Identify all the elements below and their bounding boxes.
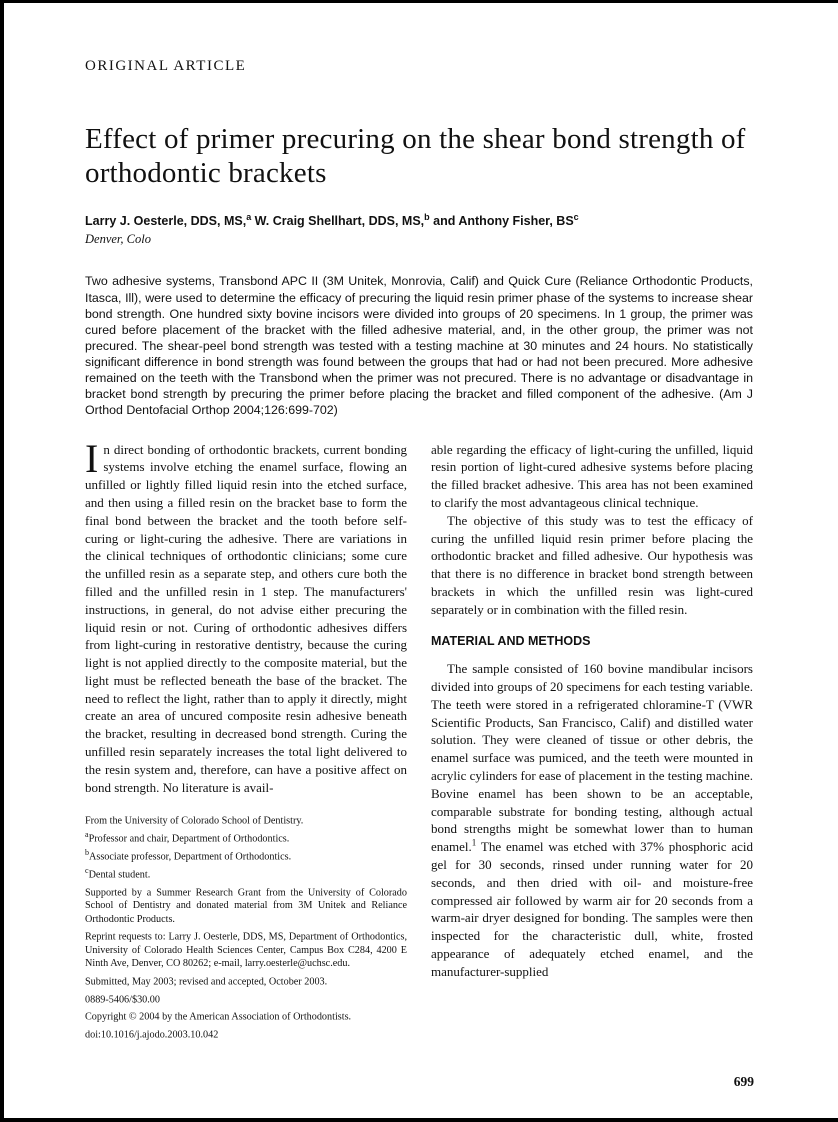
body-paragraph xyxy=(431,660,753,980)
footnote-line xyxy=(85,1006,407,1024)
article-title: Effect of primer precuring on the shear bond strength of orthodontic brackets xyxy=(85,123,746,189)
abstract: Two adhesive systems, Transbond APC II (3M Unitek, Monrovia, Calif) and Quick Cure (Reliance Orthodontic Products, Itasca, Ill), were used to determine the efficacy of precuring the liquid resin primer phase of the systems to increase shear bond strength. One hundred sixty bovine incisors were divided into groups of 20 specimens. In 1 group, the primer was cured before placement of the bracket with the filled adhesive material, and, in the other group, the primer was not precured. The shear-peel bond strength was tested with a testing machine at 30 minutes and 24 hours. No statistically significant difference in bond strength was found between the groups that had or had not been precured. More adhesive remained on the teeth with the Transbond when the primer was not precured. There is no advantage or disadvantage in bracket bond strength by precuring the primer before placing the bracket and filled component of the adhesive. (Am J Orthod Dentofacial Orthop 2004;126:699-702) xyxy=(85,274,753,418)
footnote-line xyxy=(85,828,407,846)
scan-edge-bottom xyxy=(0,1118,838,1122)
reference-superscript: 1 xyxy=(471,837,477,848)
footnote-sup: c xyxy=(85,865,89,875)
footnote-text: Submitted, May 2003; revised and accepted, October 2003. xyxy=(85,976,328,988)
author-affiliation-sup-1: a xyxy=(246,212,252,223)
author-name-1: Larry J. Oesterle, DDS, MS, xyxy=(85,214,247,229)
scan-edge-top xyxy=(0,0,838,3)
page-content xyxy=(85,58,753,1042)
footnote-line xyxy=(85,926,407,971)
footnote-text: Reprint requests to: Larry J. Oesterle, DDS, MS, Department of Orthodontics, University of Colorado Health Sciences Center, Campus Box C284, 4200 E Ninth Ave, Denver, CO 80262; e-mail, larry.oesterle@uchsc.edu. xyxy=(85,931,407,970)
author-location: Denver, Colo xyxy=(85,232,151,247)
body-paragraph: able regarding the efficacy of light-curing the unfilled, liquid resin portion of light-cured adhesive systems before placing the filled bracket adhesive. This area has not been examined to clarify the most advantageous clinical technique. xyxy=(431,441,753,510)
paragraph-text: The sample consisted of 160 bovine mandibular incisors divided into groups of 20 specimens for each testing variable. The teeth were stored in a refrigerated chloramine-T (VWR Scientific Products, San Francisco, Calif) and distilled water solution. They were cleaned of tissue or other debris, the enamel surface was pumiced, and the teeth were mounted in acrylic cylinders for ease of placement in the testing machine. Bovine enamel has been shown to be an acceptable, comparable substrate for bonding testing, although actual bond strengths might be somewhat lower than to human enamel. xyxy=(431,661,753,855)
paragraph-text: The enamel was etched with 37% phosphoric acid gel for 30 seconds, rinsed under running water for 20 seconds, and then dried with oil- and moisture-free compressed air followed by warm air for 20 seconds from a warm-air dryer designed for bonding. The samples were then inspected for the characteristic dull, white, frosted appearance of adequately etched enamel, and the manufacturer-supplied xyxy=(431,839,753,979)
right-column xyxy=(431,441,753,1043)
footnote-text: Copyright © 2004 by the American Association of Orthodontists. xyxy=(85,1011,352,1023)
footnote-line xyxy=(85,864,407,882)
left-column xyxy=(85,435,407,1043)
section-heading-material-and-methods: MATERIAL AND METHODS xyxy=(431,633,591,648)
footnote-text: Professor and chair, Department of Orthodontics. xyxy=(88,833,290,845)
author-affiliation-sup-2: b xyxy=(424,212,430,223)
footnote-line xyxy=(85,882,407,927)
footnote-line xyxy=(85,971,407,989)
page-number: 699 xyxy=(733,1074,754,1089)
intro-paragraph-text: n direct bonding of orthodontic brackets, current bonding systems involve etching the enamel surface, flowing an unfilled or lightly filled liquid resin into the etched surface, and then using a filled resin on the bracket base to form the final bond between the bracket and the tooth before self-curing or light-curing the adhesive. There are variations in the clinical techniques of orthodontic clinicians; some cure the unfilled resin as a separate step, and others cure both the filled and the unfilled resin in 1 step. The manufacturers' instructions, in general, do not advise either precuring the liquid resin or not. Curing of orthodontic adhesives differs from light-curing in restorative dentistry, because the curing light is not applied directly to the composite material, but the light must be reflected beneath the base of the bracket. The need to reflect the light, rather than to apply it directly, might create an area of uncured composite resin adhesive beneath the bracket, resulting in decreased bond strength. Curing the unfilled resin separately increases the total light delivered to the resin system and, therefore, can have a positive affect on bond strength. No literature is avail- xyxy=(85,441,407,795)
footnote-sup: b xyxy=(85,848,89,858)
footnote-line xyxy=(85,846,407,864)
drop-cap: I xyxy=(85,435,99,481)
footnote-line xyxy=(85,1024,407,1042)
footnote-text: Dental student. xyxy=(88,869,151,881)
body-paragraph: The objective of this study was to test the efficacy of curing the unfilled liquid resin primer before placing the orthodontic bracket and filled adhesive. Our hypothesis was that there is no difference in bracket bond strength between brackets in which the unfilled resin was light-cured separately or in combination with the filled resin. xyxy=(431,512,753,617)
scan-edge-left xyxy=(0,0,4,1122)
footnote-line xyxy=(85,989,407,1007)
footnote-text: Associate professor, Department of Orthodontics. xyxy=(89,851,292,863)
footnote-text: From the University of Colorado School of Dentistry. xyxy=(85,815,304,827)
footnote-text: Supported by a Summer Research Grant from the University of Colorado School of Dentistry and donated material from 3M Unitek and Reliance Orthodontic Products. xyxy=(85,887,407,925)
intro-paragraph xyxy=(85,435,407,797)
author-name-2: W. Craig Shellhart, DDS, MS, xyxy=(251,214,425,229)
body-columns xyxy=(85,435,753,1043)
author-line xyxy=(85,212,753,228)
author-affiliation-sup-3: c xyxy=(573,212,579,223)
footnotes xyxy=(85,810,407,1042)
section-label: ORIGINAL ARTICLE xyxy=(85,58,247,74)
footnote-sup: a xyxy=(85,830,89,840)
footnote-text: doi:10.1016/j.ajodo.2003.10.042 xyxy=(85,1029,219,1041)
footnote-text: 0889-5406/$30.00 xyxy=(85,994,160,1006)
footnote-line xyxy=(85,810,407,828)
author-name-3: and Anthony Fisher, BS xyxy=(429,214,574,229)
